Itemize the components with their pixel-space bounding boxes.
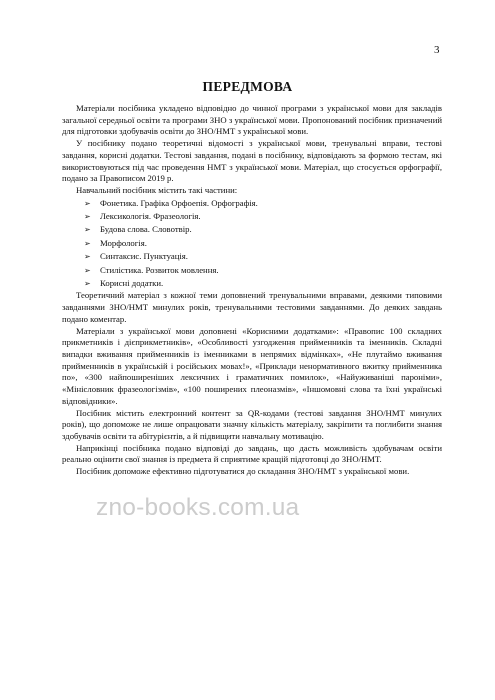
list-item: ➢ Лексикологія. Фразеологія. — [84, 210, 442, 223]
document-body — [62, 103, 442, 478]
parts-list — [62, 197, 442, 291]
paragraph-answers: Наприкінці посібника подано відповіді до завдань, що дасть можливість здобувачам освіти реально оцінити свої знання із предмета й сприятиме кращій підготовці до ЗНО/НМТ. — [62, 442, 442, 465]
list-item: ➢ Корисні додатки. — [84, 277, 442, 290]
paragraph-closing: Посібник допоможе ефективно підготуватися до складання ЗНО/НМТ з української мови. — [76, 466, 410, 477]
paragraph-parts-intro: Навчальний посібник містить такі частини: — [76, 184, 238, 195]
list-item: ➢ Стилістика. Розвиток мовлення. — [84, 264, 442, 277]
list-item: ➢ Фонетика. Графіка Орфоепія. Орфографія. — [84, 197, 442, 210]
watermark: zno-books.com.ua — [96, 494, 300, 521]
list-item: ➢ Синтаксис. Пунктуація. — [84, 250, 442, 263]
page-number: 3 — [434, 44, 440, 56]
list-item: ➢ Морфологія. — [84, 237, 442, 250]
list-item: ➢ Будова слова. Словотвір. — [84, 223, 442, 236]
paragraph-intro: Матеріали посібника укладено відповідно до чинної програми з української мови для закладів загальної середньої освіти та програми ЗНО з української мови. Пропонований посібник призначений для підготовки здобувачів освіти до ЗНО/НМТ з української мови. — [62, 103, 442, 137]
paragraph-qr-content: Посібник містить електронний контент за QR-кодами (тестові завдання ЗНО/НМТ минулих років), що допоможе не лише опрацювати значну кількість матеріалу, закріпити та поглибити знання здобувачів освіти та абітурієнтів, а й підвищити навчальну мотивацію. — [62, 407, 442, 441]
page-title: ПЕРЕДМОВА — [202, 79, 293, 94]
paragraph-appendices: Матеріали з української мови доповнені «Корисними додатками»: «Правопис 100 складних прикметників і дієприкметників», «Особливості узгодження прийменників та іменників. Складні випадки вживання прийменників із іменниками в непрямих відмінках», «Не плутаймо вживання прийменників в українській і російських мовах!», «Приклади ненормативного вжитку прийменника по», «300 найпоширеніших лексичних і граматичних помилок», «Найуживаніші пароніми», «Мінісловник фразеологізмів», «100 поширених плеоназмів», «Іншомовні слова та їхні українські відповідники». — [62, 325, 442, 406]
paragraph-theory: Теоретичний матеріал з кожної теми доповнений тренувальними вправами, деякими типовими завданнями ЗНО/НМТ минулих років, тренувальними тестовими завданнями. До деяких завдань подано коментар. — [62, 290, 442, 324]
paragraph-content-overview: У посібнику подано теоретичні відомості з української мови, тренувальні вправи, тестові завдання, корисні додатки. Тестові завдання, подані в посібнику, відповідають за формою тестам, які використовуються під час проведення НМТ з української мови. Матеріал, що стосується орфографії, подано за Правописом 2019 р. — [62, 138, 442, 184]
